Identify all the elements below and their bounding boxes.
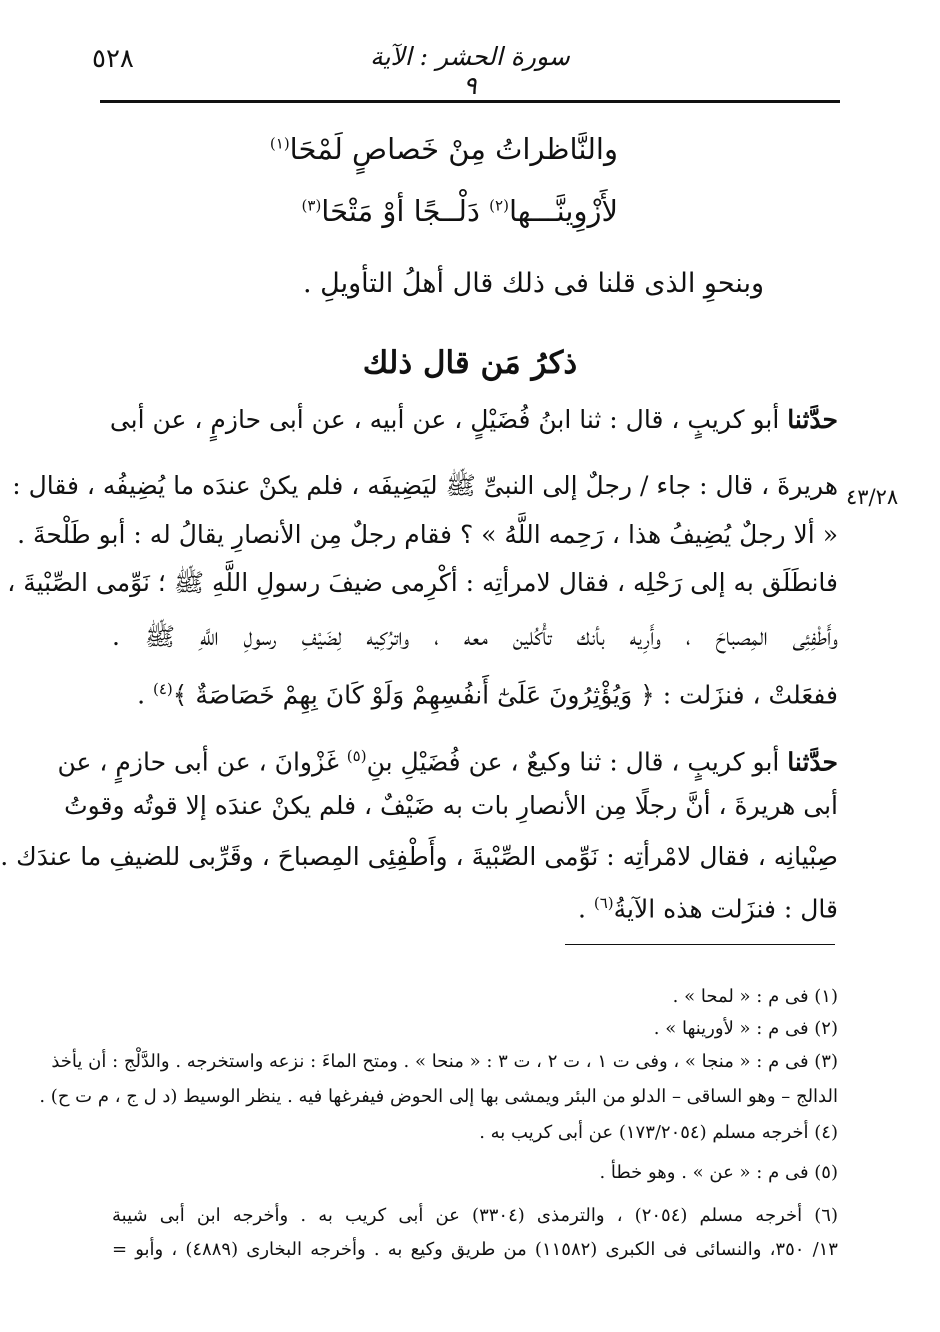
footnote-6: (٦) أخرجه مسلم (٢٠٥٤) ، والترمذى (٣٣٠٤) عن أبى كريب به . وأخرجه ابن أبى شيبة bbox=[112, 1205, 838, 1226]
footnote-ref-4: (٤) bbox=[152, 680, 173, 698]
line-text: قال : فنزَلت هذه الآيةُ bbox=[613, 894, 838, 924]
footnote-5: (٥) فى م : « عن » . وهو خطأ . bbox=[599, 1162, 838, 1183]
page-number: ٥٢٨ bbox=[92, 44, 134, 74]
section-heading: ذكرُ مَن قال ذلك bbox=[362, 345, 578, 381]
footnote-ref-3: (٣) bbox=[301, 196, 322, 215]
paragraph-1-line-5 bbox=[112, 622, 838, 652]
footnote-6-continued: ١٣/ ٣٥٠، والنسائى فى الكبرى (١١٥٨٢) من طريق وكيع به . وأخرجه البخارى (٤٨٨٩) ، وأبو = bbox=[112, 1239, 838, 1260]
header-rule bbox=[100, 100, 840, 103]
footnote-ref-6: (٦) bbox=[593, 894, 614, 912]
footnote-rule bbox=[565, 944, 835, 945]
paragraph-1-line-1 bbox=[109, 405, 838, 435]
paragraph-2-line-1 bbox=[57, 741, 838, 777]
poem-verse-2-part1: لأَزْوِينَّـــها bbox=[508, 194, 618, 228]
poem-verse-1-text: والنَّاظراتُ مِنْ خَصاصٍ لَمْحَا bbox=[289, 132, 618, 166]
footnote-1: (١) فى م : « لمحا » . bbox=[672, 986, 838, 1007]
poem-verse-2 bbox=[302, 194, 618, 228]
footnote-3-continued: الدالج – وهو الساقى – الدلو من البئر ويمشى بها إلى الحوض فيفرغها فيه . ينظر الوسيط (د ل ج ، م ت ح) . bbox=[39, 1086, 838, 1107]
paragraph-2-line-2 bbox=[64, 791, 838, 821]
footnote-ref-1: (١) bbox=[269, 134, 290, 153]
running-head: سورة الحشر : الآية ٩ bbox=[370, 42, 570, 100]
line-tail: . bbox=[137, 680, 153, 710]
footnote-4: (٤) أخرجه مسلم (١٧٣/٢٠٥٤) عن أبى كريب به . bbox=[479, 1122, 838, 1143]
intro-line: وبنحوِ الذى قلنا فى ذلك قال أهلُ التأويلِ . bbox=[302, 268, 764, 299]
line-text: صِبْيانِه ، فقال لامْرأتِه : نَوِّمى الصِّبْيةَ ، وأَطْفِئِى المِصباحَ ، وقَرِّبى للضيفِ ما عندَك . bbox=[0, 842, 838, 871]
quran-quote: ففعَلتْ ، فنزَلت : ﴿ وَيُؤْثِرُونَ عَلَىٰٓ أَنفُسِهِمْ وَلَوْ كَانَ بِهِمْ خَصَاصَةٌ ﴾ bbox=[172, 680, 838, 710]
footnote-ref-5: (٥) bbox=[346, 747, 367, 765]
line-text: أبو كريبٍ ، قال : ثنا وكيعٌ ، عن فُضَيْلِ بنِ bbox=[366, 747, 788, 777]
line-text: وأَطْفِئِى المِصباحَ ، وأَرِيه بأنك تأْكُلين معه ، واترُكِيه لِضَيْفِ رسولِ اللَّهِ ﷺ . bbox=[112, 622, 838, 651]
paragraph-1-line-2 bbox=[12, 471, 838, 501]
paragraph-2-line-3 bbox=[0, 842, 838, 872]
paragraph-1-line-4 bbox=[7, 568, 838, 598]
paragraph-2-line-4 bbox=[112, 888, 838, 924]
line-text: فانطَلَق به إلى رَحْلِه ، فقال لامرأتِه : أكْرِمى ضيفَ رسولِ اللَّهِ ﷺ ؛ نَوِّمى الصِّبْيةَ ، bbox=[7, 568, 838, 597]
footnote-2: (٢) فى م : « لأورينها » . bbox=[653, 1018, 838, 1039]
paragraph-lead: حدَّثنا bbox=[787, 747, 838, 777]
line-text: أبو كريبٍ ، قال : ثنا ابنُ فُضَيْلٍ ، عن أبيه ، عن أبى حازمٍ ، عن أبى bbox=[109, 405, 788, 434]
footnote-3: (٣) فى م : « منجا » ، وفى ت ١ ، ت ٢ ، ت ٣ : « منحا » . ومتح الماءَ : نزعه واستخرجه . والدَّلْج : أن يأخذ bbox=[51, 1051, 838, 1072]
line-text: أبى هريرةَ ، أنَّ رجلًا مِن الأنصارِ بات به ضَيْفٌ ، فلم يكنْ عندَه إلا قوتُه وقوتُ bbox=[64, 791, 838, 820]
paragraph-lead: حدَّثنا bbox=[787, 405, 838, 434]
paragraph-1-line-3 bbox=[17, 520, 838, 550]
line-tail: غَزْوانَ ، عن أبى حازمٍ ، عن bbox=[57, 747, 347, 777]
poem-verse-1 bbox=[270, 132, 618, 166]
line-text: هريرةَ ، قال : جاء / رجلٌ إلى النبىِّ ﷺ ليَضِيفَه ، فلم يكنْ عندَه ما يُضِيفُه ، فقال : bbox=[12, 471, 838, 500]
line-tail: . bbox=[577, 894, 594, 924]
line-text: « ألا رجلٌ يُضِيفُ هذا ، رَحِمه اللَّهُ » ؟ فقام رجلٌ مِن الأنصارِ يقالُ له : أبو طَلْحةَ . bbox=[17, 520, 838, 549]
paragraph-1-line-6 bbox=[112, 674, 838, 710]
footnote-ref-2: (٢) bbox=[489, 196, 509, 215]
poem-verse-2-part2: دَلْــجًا أوْ مَتْحَا bbox=[321, 194, 490, 228]
margin-reference: ٤٣/٢٨ bbox=[846, 485, 899, 509]
